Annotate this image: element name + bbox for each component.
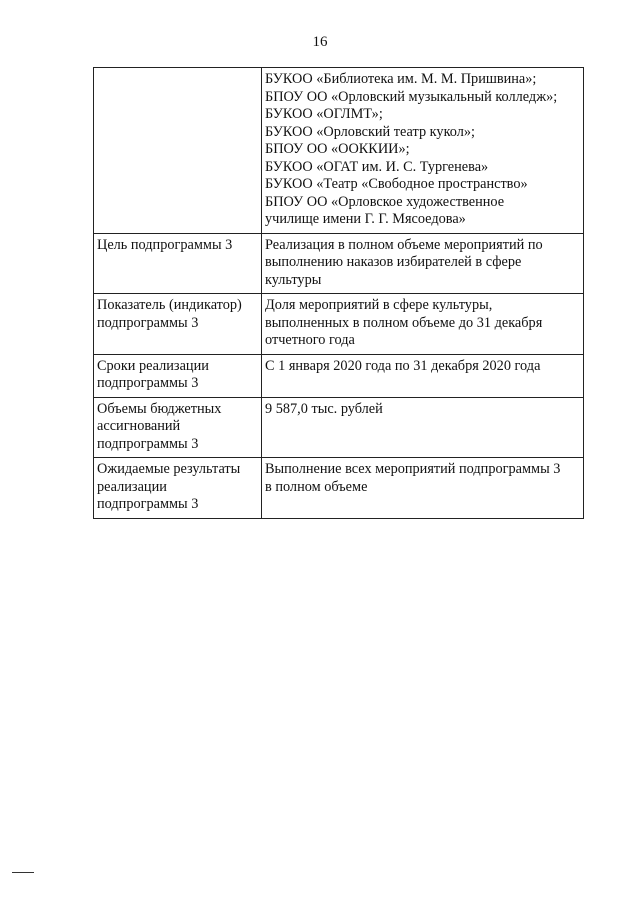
row-value-line: БУКОО «ОГЛМТ»; [265,106,383,122]
row-value-line: выполненных в полном объеме до 31 декабря [265,314,543,331]
row-label-line: Цель подпрограммы 3 [97,236,233,253]
row-value-cell [262,354,584,397]
row-value-line: выполнению наказов избирателей в сфере [265,254,522,270]
row-value-cell [262,294,584,355]
row-value-cell [262,233,584,294]
row-label-cell [94,294,262,355]
table-row [94,294,584,355]
row-value-line: училище имени Г. Г. Мясоедова» [265,211,466,227]
footer-divider [12,872,34,873]
row-label-line: подпрограммы 3 [97,496,199,512]
row-value-line: БПОУ ОО «Орловский музыкальный колледж»; [265,88,558,105]
table-row [94,68,584,234]
row-value-line: в полном объеме [265,478,368,495]
row-label-line: Показатель (индикатор) [97,297,242,313]
row-value-line: БУКОО «ОГАТ им. И. С. Тургенева» [265,158,489,175]
row-value-line: БПОУ ОО «ООККИИ»; [265,141,410,157]
row-label-line: Сроки реализации [97,357,209,374]
table-row [94,354,584,397]
row-label-line: Объемы бюджетных [97,400,222,417]
row-value-line: БУКОО «Театр «Свободное пространство» [265,176,528,192]
row-value-line: культуры [265,271,322,288]
table-row [94,397,584,458]
row-value-cell [262,458,584,519]
row-label-line: реализации [97,478,167,495]
row-value-cell [262,68,584,234]
row-label-cell [94,68,262,234]
passport-table [93,67,584,519]
row-value-line: БУКОО «Библиотека им. М. М. Пришвина»; [265,71,537,87]
table-row [94,458,584,519]
row-label-line: подпрограммы 3 [97,314,199,331]
row-value-line: Реализация в полном объеме мероприятий по [265,236,543,253]
row-value-cell [262,397,584,458]
row-label-cell [94,354,262,397]
row-value-line: С 1 января 2020 года по 31 декабря 2020 года [265,357,541,374]
row-label-line: подпрограммы 3 [97,375,199,391]
row-value-line: Выполнение всех мероприятий подпрограммы 3 [265,461,561,477]
row-value-line: Доля мероприятий в сфере культуры, [265,297,493,313]
table-body [94,68,584,519]
page-number: 16 [312,34,328,50]
row-label-line: подпрограммы 3 [97,435,199,452]
row-label-line: Ожидаемые результаты [97,461,241,477]
row-label-cell [94,397,262,458]
table-row [94,233,584,294]
row-value-line: 9 587,0 тыс. рублей [265,400,383,417]
row-value-line: БПОУ ОО «Орловское художественное [265,193,505,210]
row-label-line: ассигнований [97,418,181,434]
row-value-line: БУКОО «Орловский театр кукол»; [265,123,475,140]
row-label-cell [94,233,262,294]
row-value-line: отчетного года [265,332,355,348]
row-label-cell [94,458,262,519]
